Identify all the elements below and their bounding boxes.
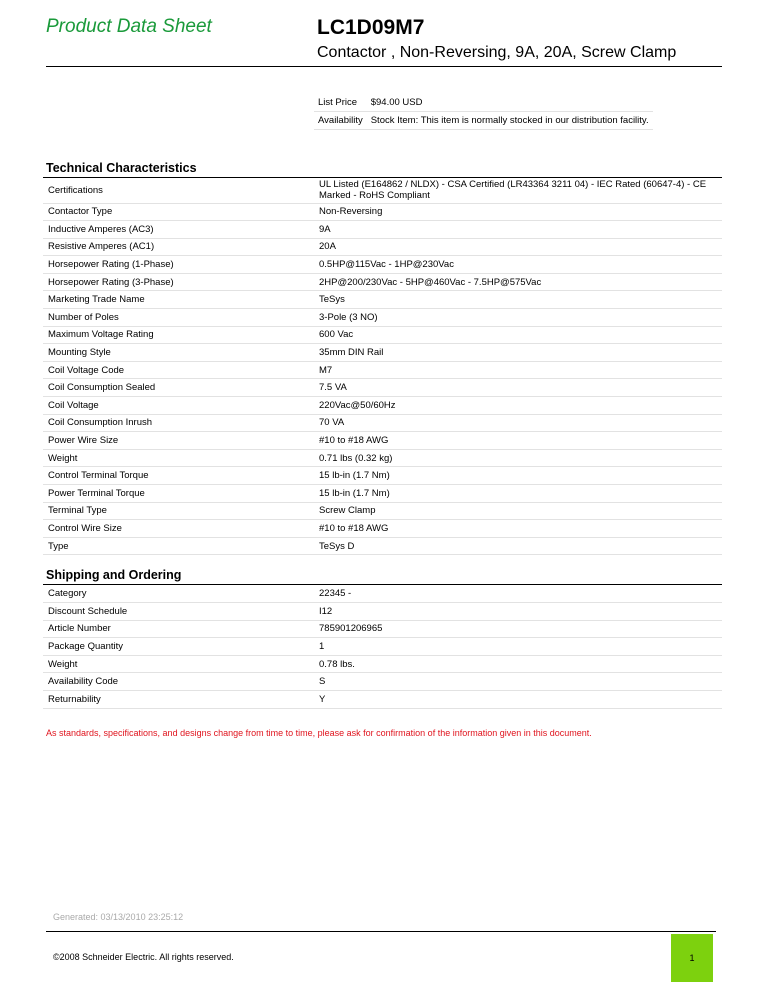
table-row <box>43 379 722 397</box>
generated-timestamp: Generated: 03/13/2010 23:25:12 <box>53 912 184 922</box>
shipping-ordering-table <box>43 585 722 709</box>
page-number-box <box>671 934 713 982</box>
table-row <box>43 256 722 274</box>
row-value: TeSys D <box>314 537 722 555</box>
row-label: Power Wire Size <box>43 432 314 450</box>
table-row <box>43 603 722 621</box>
row-label: Mounting Style <box>43 344 314 362</box>
row-label: Inductive Amperes (AC3) <box>43 221 314 239</box>
table-row <box>43 620 722 638</box>
table-row <box>43 585 722 603</box>
row-label: Horsepower Rating (1-Phase) <box>43 256 314 274</box>
row-value: 9A <box>314 221 722 239</box>
table-row <box>43 638 722 656</box>
page-number: 1 <box>689 953 695 963</box>
row-value: 15 lb-in (1.7 Nm) <box>314 467 722 485</box>
pricing-row-list-price <box>314 94 653 112</box>
table-row <box>43 397 722 415</box>
row-label: Coil Consumption Sealed <box>43 379 314 397</box>
table-row <box>43 691 722 709</box>
row-value: #10 to #18 AWG <box>314 520 722 538</box>
row-value: #10 to #18 AWG <box>314 432 722 450</box>
row-label: Type <box>43 537 314 555</box>
pricing-row-availability <box>314 112 653 130</box>
table-row <box>43 326 722 344</box>
row-label: Certifications <box>43 178 314 203</box>
table-row <box>43 520 722 538</box>
row-value: UL Listed (E164862 / NLDX) - CSA Certified (LR43364 3211 04) - IEC Rated (60647-4) - CE Marked - RoHS Compliant <box>314 178 722 203</box>
row-label: Horsepower Rating (3-Phase) <box>43 273 314 291</box>
row-value: I12 <box>314 603 722 621</box>
table-row <box>43 361 722 379</box>
row-label: Coil Voltage Code <box>43 361 314 379</box>
table-row <box>43 273 722 291</box>
pricing-value: Stock Item: This item is normally stocked in our distribution facility. <box>367 112 653 130</box>
row-value: S <box>314 673 722 691</box>
product-description: Contactor , Non-Reversing, 9A, 20A, Screw Clamp <box>317 44 677 61</box>
row-label: Weight <box>43 655 314 673</box>
row-value: 7.5 VA <box>314 379 722 397</box>
pricing-value: $94.00 USD <box>367 94 653 112</box>
row-label: Coil Consumption Inrush <box>43 414 314 432</box>
row-value: 0.5HP@115Vac - 1HP@230Vac <box>314 256 722 274</box>
row-label: Returnability <box>43 691 314 709</box>
row-label: Coil Voltage <box>43 397 314 415</box>
document-title: Product Data Sheet <box>46 16 212 37</box>
table-row <box>43 221 722 239</box>
table-row <box>43 344 722 362</box>
row-value: Screw Clamp <box>314 502 722 520</box>
row-label: Number of Poles <box>43 309 314 327</box>
row-label: Maximum Voltage Rating <box>43 326 314 344</box>
row-value: 35mm DIN Rail <box>314 344 722 362</box>
pricing-label: Availability <box>314 112 367 130</box>
table-row <box>43 432 722 450</box>
row-value: 20A <box>314 238 722 256</box>
row-value: M7 <box>314 361 722 379</box>
table-row <box>43 485 722 503</box>
row-label: Power Terminal Torque <box>43 485 314 503</box>
table-row <box>43 673 722 691</box>
row-value: 785901206965 <box>314 620 722 638</box>
row-value: 1 <box>314 638 722 656</box>
table-row <box>43 502 722 520</box>
row-label: Marketing Trade Name <box>43 291 314 309</box>
header-divider <box>46 66 722 67</box>
row-value: Y <box>314 691 722 709</box>
row-value: Non-Reversing <box>314 203 722 221</box>
technical-characteristics-table <box>43 178 722 555</box>
row-label: Category <box>43 585 314 603</box>
shipping-section-title: Shipping and Ordering <box>46 568 182 582</box>
copyright-text: ©2008 Schneider Electric. All rights reserved. <box>53 952 234 962</box>
row-label: Resistive Amperes (AC1) <box>43 238 314 256</box>
row-label: Control Terminal Torque <box>43 467 314 485</box>
table-row <box>43 291 722 309</box>
row-value: 22345 - <box>314 585 722 603</box>
row-label: Contactor Type <box>43 203 314 221</box>
row-value: 70 VA <box>314 414 722 432</box>
row-value: 15 lb-in (1.7 Nm) <box>314 485 722 503</box>
table-row <box>43 203 722 221</box>
table-row <box>43 655 722 673</box>
table-row <box>43 309 722 327</box>
table-row <box>43 537 722 555</box>
row-label: Discount Schedule <box>43 603 314 621</box>
technical-section-title: Technical Characteristics <box>46 161 197 175</box>
part-number: LC1D09M7 <box>317 16 425 39</box>
row-label: Availability Code <box>43 673 314 691</box>
row-value: 2HP@200/230Vac - 5HP@460Vac - 7.5HP@575Vac <box>314 273 722 291</box>
row-value: 0.71 lbs (0.32 kg) <box>314 449 722 467</box>
row-label: Article Number <box>43 620 314 638</box>
pricing-table <box>314 94 653 130</box>
row-value: TeSys <box>314 291 722 309</box>
row-label: Control Wire Size <box>43 520 314 538</box>
row-label: Weight <box>43 449 314 467</box>
table-row <box>43 414 722 432</box>
row-value: 600 Vac <box>314 326 722 344</box>
row-label: Package Quantity <box>43 638 314 656</box>
table-row <box>43 467 722 485</box>
footer-divider <box>46 931 716 932</box>
table-row <box>43 238 722 256</box>
row-value: 0.78 lbs. <box>314 655 722 673</box>
table-row <box>43 449 722 467</box>
pricing-label: List Price <box>314 94 367 112</box>
row-value: 3-Pole (3 NO) <box>314 309 722 327</box>
disclaimer-text: As standards, specifications, and designs change from time to time, please ask for confirmation of the information given in this document. <box>46 728 592 738</box>
row-label: Terminal Type <box>43 502 314 520</box>
row-value: 220Vac@50/60Hz <box>314 397 722 415</box>
table-row <box>43 178 722 203</box>
